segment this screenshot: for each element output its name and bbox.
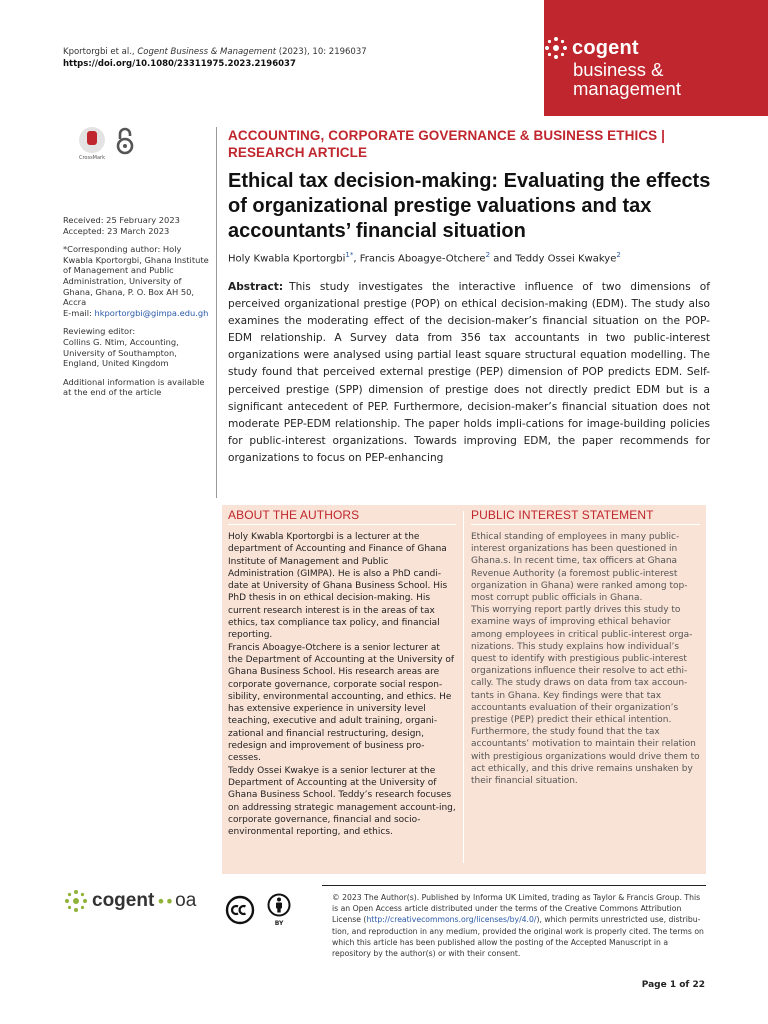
brand-logo	[544, 36, 639, 60]
open-access-lock-icon	[116, 127, 134, 155]
author-affiliation-mark: 1*	[345, 251, 354, 259]
author-name[interactable]: Holy Kwabla Kportorgbi	[228, 253, 346, 265]
footer-brand-oa: oa	[175, 890, 197, 911]
received-date: Received: 25 February 2023	[63, 215, 180, 225]
author-affiliation-mark: 2	[485, 251, 491, 259]
article-title: Ethical tax decision-making: Evaluating the effects of organizational prestige valuations and tax accountants’ financial situation	[228, 170, 711, 242]
doi-link[interactable]: https://doi.org/10.1080/23311975.2023.2196037	[63, 59, 296, 69]
crossmark-badge[interactable]: CrossMark	[76, 127, 108, 161]
panel-divider	[463, 511, 464, 863]
page-number: Page 1 of 22	[641, 980, 705, 990]
email-line: E-mail: hkportorgbi@gimpa.edu.gh	[63, 307, 209, 318]
additional-info: Additional information is available at the end of the article	[63, 376, 205, 398]
footer-brand-name: cogent	[92, 890, 155, 911]
journal-name: Cogent Business & Management	[137, 47, 277, 57]
crossmark-icon	[79, 127, 105, 153]
article-section-label: ACCOUNTING, CORPORATE GOVERNANCE & BUSINESS ETHICS | RESEARCH ARTICLE	[228, 128, 666, 160]
reviewing-editor: Collins G. Ntim, Accounting, University of Southampton, England, United Kingdom	[63, 336, 179, 369]
header-citation	[63, 46, 367, 70]
about-authors-heading: ABOUT THE AUTHORS	[228, 508, 456, 525]
public-interest-paragraph-2: This worrying report partly drives this study to examine ways of improving ethical behavior among employees in critical public-interest orga-nizations. This study explains how individual’s quest to identify with prestigious public-interest organizations influence their resolve to act ethi-cally. The study draws on data from tax accoun-tants in Ghana. Key findings were that tax accountants evaluation of their organization’s prestige (PEP) predict their ethical intention. Furthermore, the study found that the tax accountants’ motivation to maintain their relation with prestigious organizations would drive them to act ethically, and this drive remains unshaken by their financial situation.	[471, 605, 700, 787]
journal-brand-banner	[544, 0, 768, 116]
about-authors-section	[228, 505, 456, 838]
cogent-oa-star-icon	[64, 889, 88, 913]
abstract-text: This study investigates the interactive influence of two dimensions of perceived organizational prestige (POP) on ethical decision-making (EDM). The study also examines the moderating effect of the decision-maker’s financial situation on the POP-EDM relationship. A Survey data from 356 tax accountants in two public-interest organizations were analysed using partial least square structural equation modelling. The study found that perceived external prestige (PEP) dimension of POP predicts EDM. Self-perceived prestige (SPP) dimension of prestige does not directly predict EDM but is a significant antecedent of PEP. Furthermore, decision-maker’s financial situation does not moderate PEP-EDM relationship. The paper holds impli-cations for image-building policies for public-interest organizations. Towards improving EDM, the paper recommends for organizations to focus on PEP-enhancing	[228, 281, 710, 464]
public-interest-heading: PUBLIC INTEREST STATEMENT	[471, 508, 700, 525]
brand-name: cogent	[572, 36, 639, 59]
abstract-label: Abstract:	[228, 281, 284, 293]
accepted-date: Accepted: 23 March 2023	[63, 225, 170, 236]
author-affiliation-mark: 2	[616, 251, 621, 259]
author-name[interactable]: Teddy Ossei Kwakye	[515, 253, 617, 265]
info-panel	[222, 505, 706, 874]
abstract	[228, 279, 710, 467]
brand-subtitle: business & management	[573, 59, 681, 99]
cogent-star-icon	[544, 36, 568, 60]
author-bio-3: Teddy Ossei Kwakye is a senior lecturer at the Department of Accounting at the University of Ghana Business School. Teddy’s research focuses on addressing strategic management account-ing, corporate governance, financial and socio-environmental reporting, and ethics.	[228, 765, 456, 838]
public-interest-paragraph-1: Ethical standing of employees in many public-interest organizations has been questioned in Ghana.s. In recent time, tax officers at Ghana Revenue Authority (a foremost public-interest organization in Ghana) were ranked among top-most corrupt public officials in Ghana.	[471, 532, 688, 604]
footer-brand-dots: ••	[156, 891, 174, 911]
author-list: Holy Kwabla Kportorgbi$^{1*}$, Francis Aboagye-Otchere$^2$ and Teddy Ossei Kwakye$^2$	[228, 251, 621, 265]
article-badges	[76, 127, 134, 161]
author-bio-2: Francis Aboagye-Otchere is a senior lecturer at the Department of Accounting at the University of Ghana Business School. His research areas are corporate governance, corporate social respon-sibility, environmental accounting, and ethics. He has extensive experience in university level teaching, executive and adult training, organi-zational and financial restructuring, design, redesign and improvement of business pro-cesses.	[228, 642, 455, 764]
column-divider	[216, 127, 217, 498]
by-badge[interactable]	[267, 893, 291, 927]
license-icons	[225, 893, 291, 927]
article-metadata	[63, 215, 213, 398]
license-notice: © 2023 The Author(s). Published by Informa UK Limited, trading as Taylor & Francis Group. This is an Open Access article distributed under the terms of the Creative Commons Attribution License (http://creativecommons.org/licenses/by/4.0/), which permits unrestricted use, distribu-tion, and reproduction in any medium, provided the original work is properly cited. The terms on which this article has been published allow the posting of the Accepted Manuscript in a repository by the author(s) or with their consent.	[332, 893, 704, 959]
email-link[interactable]: hkportorgbi@gimpa.edu.gh	[94, 307, 209, 318]
reviewing-editor-label: Reviewing editor:	[63, 326, 136, 337]
attribution-by-icon	[267, 893, 291, 917]
author-bio-1: Holy Kwabla Kportorgbi is a lecturer at the department of Accounting and Finance of Ghana Institute of Management and Public Administration (GIMPA). He is also a PhD candi-date at University of Ghana Business School. His PhD thesis in on ethical decision-making. His current research interest is in the areas of tax ethics, tax compliance tax policy, and financial reporting.	[228, 532, 448, 641]
corresponding-author: *Corresponding author: Holy Kwabla Kportorgbi, Ghana Institute of Management and Public Administration, University of Ghana, Ghana, P. O. Box AH 50, Accra	[63, 244, 209, 308]
author-name[interactable]: Francis Aboagye-Otchere	[359, 253, 486, 265]
footer-rule	[322, 885, 706, 886]
citation-line: Kportorgbi et al., Cogent Business & Management (2023), 10: 2196037	[63, 47, 367, 57]
by-label: BY	[274, 920, 284, 927]
public-interest-section	[471, 505, 700, 787]
license-link[interactable]: http://creativecommons.org/licenses/by/4.0/	[366, 915, 537, 925]
cogent-oa-logo	[64, 889, 196, 913]
creative-commons-icon[interactable]	[225, 895, 255, 925]
